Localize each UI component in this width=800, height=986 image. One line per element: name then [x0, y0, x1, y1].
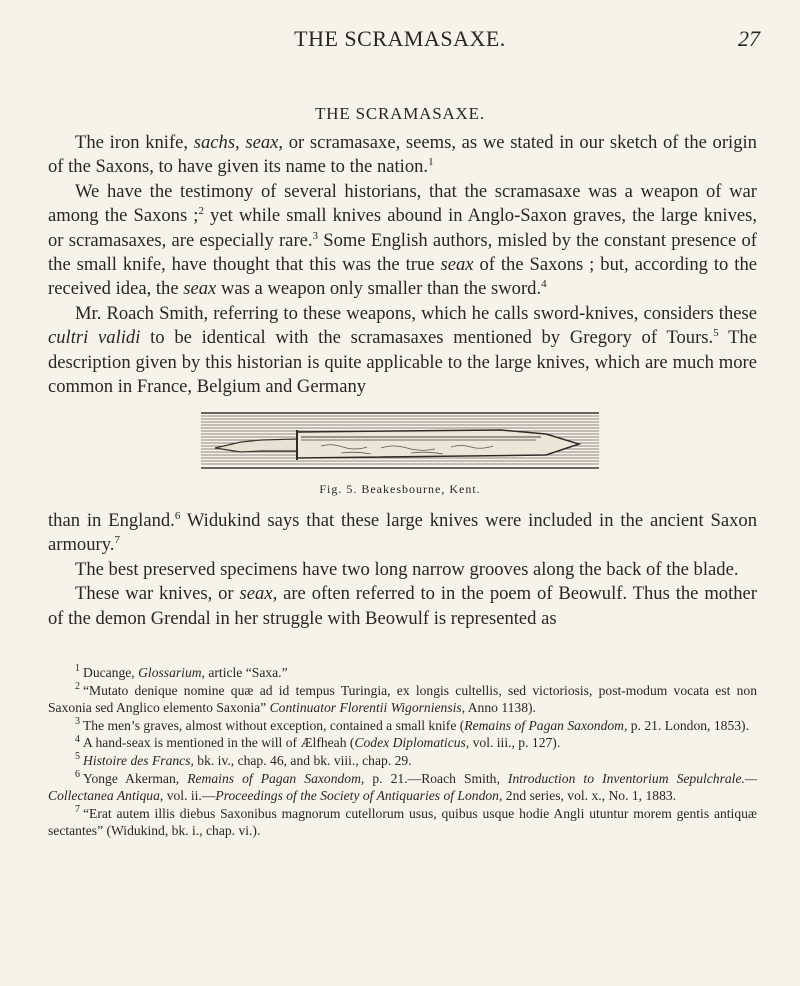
seax-knife-illustration: [201, 410, 599, 472]
text-run: Some English authors, misled by the constant presence of the small knife, have thought that this was the true: [48, 229, 757, 276]
footnote-ref[interactable]: 6: [174, 509, 181, 522]
footnote-2: [48, 682, 757, 717]
text-run: Anno 1138).: [465, 700, 536, 716]
text-run: yet while small knives abound in Anglo-Saxon graves, the large knives, or scramasaxes, are especially rare.: [48, 205, 757, 251]
paragraph-2: [48, 180, 757, 302]
body-text-upper: [48, 131, 757, 399]
section-title: THE SCRAMASAXE.: [315, 104, 485, 123]
text-run: “Mutato denique nomine quæ ad id tempus Turingia, ex longis cultellis, sed victoriosis, post-modum vocata est non Saxonia sed Anglico elemento Saxonia”: [48, 682, 757, 716]
text-run: These war knives, or: [75, 583, 240, 605]
italic-title: Remains of Pagan Saxondom,: [464, 717, 628, 733]
footnote-number: 6: [75, 769, 80, 781]
blade: [297, 430, 579, 458]
text-run: vol. iii., p. 127).: [469, 735, 561, 751]
italic-title: Glossarium,: [138, 665, 205, 680]
text-run: 2nd series, vol. x., No. 1, 1883.: [502, 788, 677, 804]
italic-title: Proceedings of the Society of Antiquaries of London,: [215, 788, 503, 804]
footnote-number: 7: [75, 804, 80, 816]
text-run: A hand-seax is mentioned in the will of Ælfheah (: [83, 735, 355, 751]
italic-term: seax: [183, 278, 217, 300]
italic-title: Histoire des Francs,: [83, 752, 194, 768]
footnote-3: [48, 717, 757, 735]
text-run: “Erat autem illis diebus Saxonibus magnorum cutellorum usus, quibus usque hodie Angli utuntur morem gentis antiquæ sectantes” (Widukind, bk. i., chap. vi.).: [48, 805, 757, 839]
text-run: Ducange,: [83, 665, 139, 680]
footnote-1: [48, 664, 757, 682]
text-run: or scramasaxe, seems, as we stated in our sketch of the origin of the Saxons, to have given its name to the nation.: [48, 132, 757, 178]
text-run: vol. ii.—: [163, 788, 216, 804]
running-title: THE SCRAMASAXE.: [294, 26, 506, 51]
text-run: We have the testimony of several historians, that the scramasaxe was a weapon of war among the Saxons ;: [48, 180, 757, 227]
figure-caption: Fig. 5. Beakesbourne, Kent.: [319, 482, 481, 496]
footnote-number: 2: [75, 681, 80, 693]
body-text-lower: [48, 509, 757, 631]
italic-term: cultri validi: [48, 327, 141, 349]
text-run: Widukind says that these large knives were included in the ancient Saxon armoury.: [48, 510, 757, 556]
paragraph-1: [48, 131, 757, 180]
italic-title: Codex Diplomaticus,: [354, 735, 470, 751]
text-run: Mr. Roach Smith, referring to these weapons, which he calls sword-knives, considers these: [75, 302, 757, 324]
italic-term: seax,: [239, 583, 278, 605]
text-run: was a weapon only smaller than the sword.: [216, 278, 542, 300]
footnotes: [48, 664, 757, 840]
text-run: The description given by this historian is quite applicable to the large knives, which are much more common in France, Belgium and Germany: [48, 327, 757, 398]
footnote-ref[interactable]: 7: [114, 534, 120, 547]
italic-title: Continuator Florentii Wigorniensis,: [269, 700, 466, 716]
text-run: The best preserved specimens have two long narrow grooves along the back of the blade.: [75, 558, 739, 580]
text-run: article “Saxa.”: [204, 665, 288, 680]
footnote-ref[interactable]: 2: [198, 205, 204, 218]
italic-title: Remains of Pagan Saxondom,: [187, 770, 365, 786]
text-run: of the Saxons ; but, according to the received idea, the: [48, 254, 757, 300]
footnote-5: [48, 752, 757, 770]
text-run: to be identical with the scramasaxes mentioned by Gregory of Tours.: [140, 327, 714, 349]
italic-term: sachs, seax,: [193, 132, 284, 153]
footnote-ref[interactable]: 1: [428, 156, 434, 169]
text-run: Yonge Akerman,: [83, 770, 188, 786]
footnote-ref[interactable]: 3: [312, 229, 319, 242]
footnote-number: 3: [75, 716, 80, 728]
text-run: bk. iv., chap. 46, and bk. viii., chap. 29.: [193, 752, 412, 768]
paragraph-4: [48, 509, 757, 558]
paragraph-6: [48, 582, 757, 631]
footnote-ref[interactable]: 5: [713, 327, 719, 340]
text-run: are often referred to in the poem of Beowulf. Thus the mother of the demon Grendal in her struggle with Beowulf is represented as: [48, 583, 757, 629]
footnote-7: [48, 805, 757, 840]
text-run: The iron knife,: [75, 132, 194, 153]
knife-drawing: [201, 410, 599, 472]
footnote-number: 4: [75, 733, 80, 745]
footnote-ref[interactable]: 4: [541, 278, 547, 291]
footnote-4: [48, 734, 757, 752]
footnote-number: 1: [75, 663, 80, 675]
text-run: The men’s graves, almost without exception, contained a small knife (: [83, 717, 465, 733]
text-run: than in England.: [48, 510, 175, 531]
footnote-number: 5: [75, 751, 80, 763]
paragraph-5: [48, 558, 757, 582]
text-run: p. 21. London, 1853).: [627, 717, 749, 733]
footnote-6: [48, 770, 757, 805]
page-number: 27: [738, 26, 760, 51]
paragraph-3: [48, 302, 757, 400]
italic-term: seax: [440, 254, 474, 276]
running-head: [40, 26, 760, 54]
text-run: p. 21.—Roach Smith,: [364, 770, 508, 786]
italic-title: Introduction to Inventorium Sepulchrale.—Collectanea Antiqua,: [48, 770, 757, 804]
